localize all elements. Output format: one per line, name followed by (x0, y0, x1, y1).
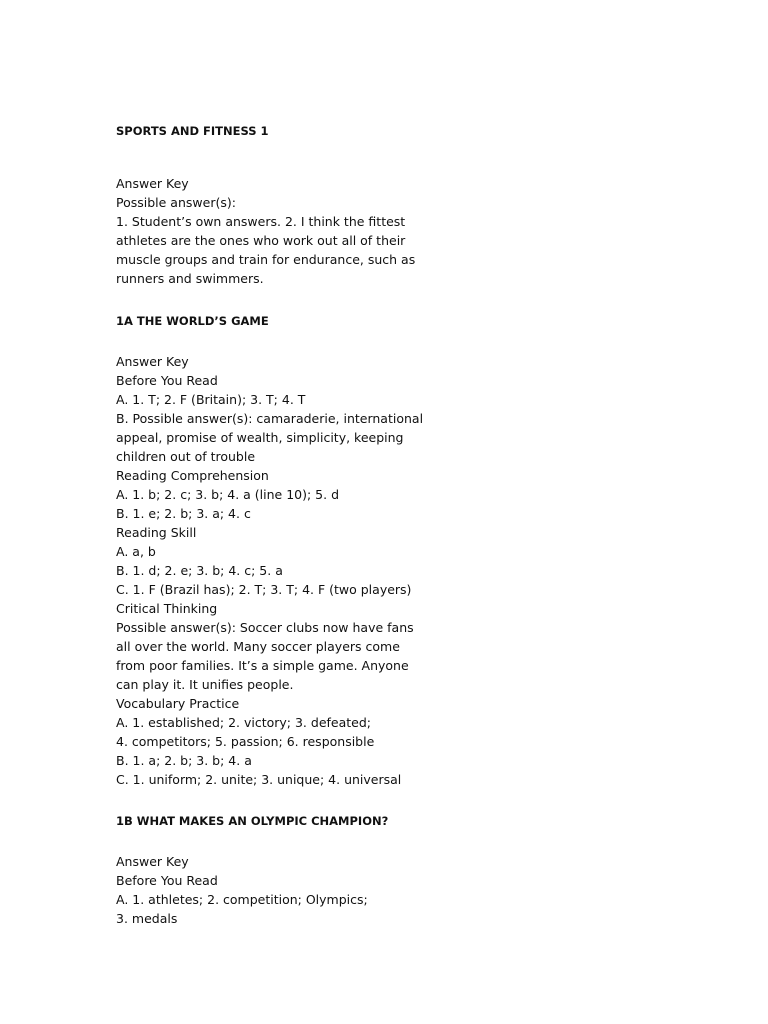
text-line: Answer Key (116, 354, 189, 369)
text-line: A. 1. b; 2. c; 3. b; 4. a (line 10); 5. d (116, 487, 340, 502)
text-line: Critical Thinking (116, 601, 218, 616)
text-line: A. 1. T; 2. F (Britain); 3. T; 4. T (116, 392, 306, 407)
text-line: A. a, b (116, 544, 156, 559)
text-line: muscle groups and train for endurance, such as (116, 252, 416, 267)
text-line: Possible answer(s): (116, 195, 236, 210)
text-line: C. 1. uniform; 2. unite; 3. unique; 4. universal (116, 772, 402, 787)
text-line: all over the world. Many soccer players come (116, 639, 400, 654)
text-line: A. 1. established; 2. victory; 3. defeated; (116, 715, 371, 730)
text-line: Before You Read (116, 373, 218, 388)
text-line: Possible answer(s): Soccer clubs now have fans (116, 620, 414, 635)
section-heading-sports-and-fitness: SPORTS AND FITNESS 1 (116, 124, 269, 138)
section-heading-olympic-champion: 1B WHAT MAKES AN OLYMPIC CHAMPION? (116, 814, 389, 828)
text-line: B. 1. e; 2. b; 3. a; 4. c (116, 506, 251, 521)
text-line: Answer Key (116, 176, 189, 191)
section-body-sports-and-fitness (116, 174, 415, 288)
text-line: can play it. It unifies people. (116, 677, 294, 692)
text-line: B. 1. a; 2. b; 3. b; 4. a (116, 753, 252, 768)
text-line: Vocabulary Practice (116, 696, 240, 711)
text-line: B. 1. d; 2. e; 3. b; 4. c; 5. a (116, 563, 283, 578)
text-line: children out of trouble (116, 449, 256, 464)
text-line: A. 1. athletes; 2. competition; Olympics; (116, 892, 368, 907)
text-line: B. Possible answer(s): camaraderie, international (116, 411, 424, 426)
text-line: runners and swimmers. (116, 271, 264, 286)
section-heading-worlds-game: 1A THE WORLD’S GAME (116, 314, 269, 328)
document-page (116, 0, 756, 1024)
text-line: 3. medals (116, 911, 178, 926)
text-line: 1. Student’s own answers. 2. I think the fittest (116, 214, 406, 229)
text-line: Reading Comprehension (116, 468, 269, 483)
text-line: Reading Skill (116, 525, 197, 540)
text-line: C. 1. F (Brazil has); 2. T; 3. T; 4. F (two players) (116, 582, 412, 597)
text-line: Answer Key (116, 854, 189, 869)
text-line: 4. competitors; 5. passion; 6. responsible (116, 734, 375, 749)
text-line: Before You Read (116, 873, 218, 888)
section-body-worlds-game (116, 352, 423, 789)
text-line: athletes are the ones who work out all of their (116, 233, 406, 248)
section-body-olympic-champion (116, 852, 368, 928)
text-line: appeal, promise of wealth, simplicity, keeping (116, 430, 404, 445)
text-line: from poor families. It’s a simple game. Anyone (116, 658, 409, 673)
